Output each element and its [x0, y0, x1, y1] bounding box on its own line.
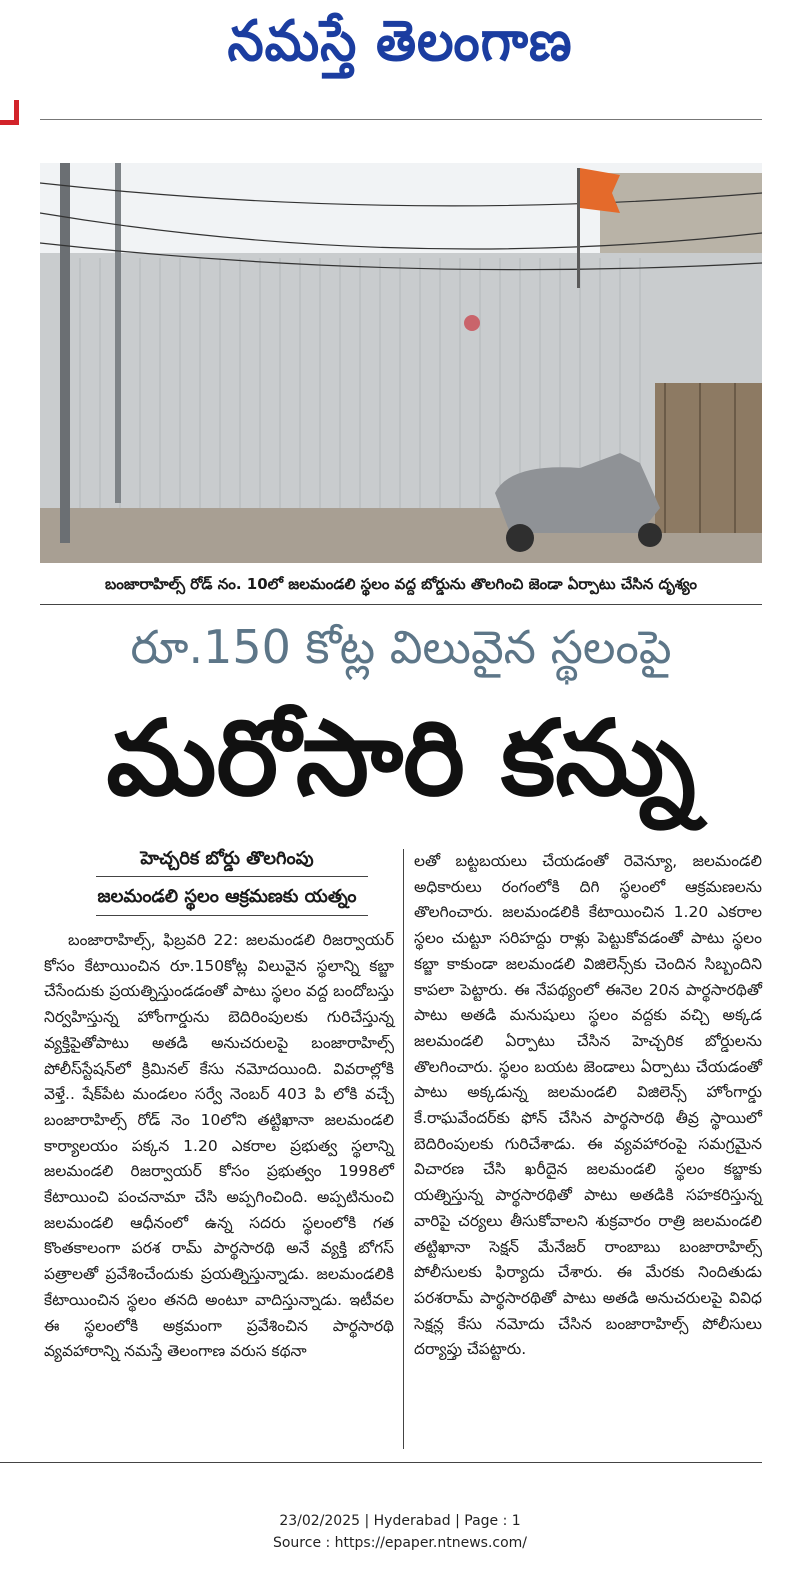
newspaper-title: నమస్తే తెలంగాణ [227, 9, 573, 74]
masthead [0, 0, 800, 95]
footer-source-line: Source : https://epaper.ntnews.com/ [272, 1535, 528, 1551]
corner-mark [0, 100, 19, 125]
article-column-left [44, 928, 394, 1365]
header-divider [40, 119, 762, 120]
column-divider [403, 849, 404, 1449]
subheading-divider [96, 876, 368, 877]
news-photo [40, 163, 762, 563]
article-column-right [414, 849, 762, 1363]
subheading-underline [96, 915, 368, 916]
article-body-right: లతో బట్టబయలు చేయడంతో రెవెన్యూ, జలమండలి అధికారులు రంగంలోకి దిగి స్థలంలో ఆక్రమణలను తొలగించారు. జలమండలికి కేటాయించిన 1.20 ఎకరాల స్థలం చుట్టూ సరిహద్దు రాళ్లు పెట్టుకోవడంతో పాటు స్థలం కబ్జా కాకుండా జలమండలి విజిలెన్స్‌కు చెందిన సిబ్బందిని కాపలా పెట్టారు. ఈ నేపథ్యంలో ఈనెల 20న పార్థసారథితో పాటు అతడి మనుషులు స్థలం వద్దకు వచ్చి అక్కడ జలమండలి ఏర్పాటు చేసిన హెచ్చరిక బోర్డులను తొలగించారు. స్థలం బయట జెండాలు ఏర్పాటు చేయడంతో పాటు అక్కడున్న జలమండలి విజిలెన్స్ హోంగార్డు కే.రాఘవేందర్‌కు ఫోన్ చేసిన పార్థసారథి తీవ్ర స్థాయిలో బెదిరింపులకు గురిచేశాడు. ఈ వ్యవహారంపై సమగ్రమైన విచారణ చేసి ఖరీదైన జలమండలి స్థలం కబ్జాకు యత్నిస్తున్న పార్థసారథితో పాటు అతడికి సహకరిస్తున్న వారిపై చర్యలు తీసుకోవాలని శుక్రవారం రాత్రి జలమండలి తట్టిఖానా సెక్షన్ మేనేజర్ రాంబాబు బంజారాహిల్స్ పోలీసులకు ఫిర్యాదు చేశారు. ఈ మేరకు నిందితుడు పరశరామ్ పార్థసారథితో పాటు అతడి అనుచరులపై వివిధ సెక్షన్ల కేసు నమోదు చేసిన బంజారాహిల్స్ పోలీసులు దర్యాప్తు చేపట్టారు. [414, 852, 762, 1359]
photo-caption: బంజారాహిల్స్ రోడ్ నం. 10లో జలమండలి స్థలం వద్ద బోర్డును తొలగించి జెండా ఏర్పాటు చేసిన దృశ్యం [105, 575, 697, 593]
headline-kicker: రూ.150 కోట్ల విలువైన స్థలంపై [130, 620, 672, 674]
subheading-1: హెచ్చరిక బోర్డు తొలగింపు [140, 848, 314, 869]
article-body-left: బంజారాహిల్స్, ఫిబ్రవరి 22: జలమండలి రిజర్వాయర్ కోసం కేటాయించిన రూ.150కోట్ల విలువైన స్థలాన్ని కబ్జా చేసేందుకు ప్రయత్నిస్తుండడంతో పాటు స్థలం వద్ద బందోబస్తు నిర్వహిస్తున్న హోంగార్డును బెదిరింపులకు గురిచేస్తున్న వ్యక్తిపైతోపాటు అతడి అనుచరులపై బంజారాహిల్స్ పోలీస్‌స్టేషన్‌లో క్రిమినల్ కేసు నమోదయింది. వివరాల్లోకి వెళ్తే.. షేక్‌పేట మండలం సర్వే నెంబర్ 403 పి లోకి వచ్చే బంజారాహిల్స్ రోడ్ నెం 10లోని తట్టిఖానా జలమండలి కార్యాలయం పక్కన 1.20 ఎకరాల ప్రభుత్వ స్థలాన్ని జలమండలి రిజర్వాయర్ కోసం ప్రభుత్వం 1998లో కేటాయించి పంచనామా చేసి అప్పగించింది. అప్పటినుంచి జలమండలి ఆధీనంలో ఉన్న సదరు స్థలంలోకి గత కొంతకాలంగా పరశ రామ్ పార్థసారథి అనే వ్యక్తి బోగస్ పత్రాలతో ప్రవేశించేందుకు ప్రయత్నిస్తున్నాడు. జలమండలికి కేటాయించిన స్థలం తనది అంటూ వాదిస్తున్నాడు. ఇటీవల ఈ స్థలంలోకి అక్రమంగా ప్రవేశించిన పార్థసారథి వ్యవహారాన్ని నమస్తే తెలంగాణ వరుస కథనా [44, 931, 394, 1361]
headline: మరోసారి కన్ను [106, 697, 696, 819]
page-footer [0, 1510, 800, 1554]
subheading-2: జలమండలి స్థలం ఆక్రమణకు యత్నం [97, 886, 357, 907]
footer-date-line: 23/02/2025 | Hyderabad | Page : 1 [279, 1513, 521, 1529]
footer-divider [0, 1462, 762, 1463]
caption-divider [40, 604, 762, 605]
